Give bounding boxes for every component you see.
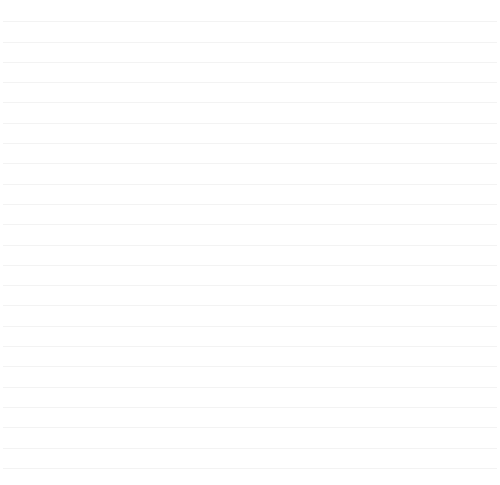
- text-line: [3, 43, 497, 63]
- text-line: [3, 388, 497, 408]
- text-line: [3, 185, 497, 205]
- text-line: [3, 469, 497, 485]
- text-line: [3, 306, 497, 326]
- text-line: [3, 367, 497, 387]
- text-line: [3, 144, 497, 164]
- text-line: [3, 408, 497, 428]
- article-text: [3, 2, 497, 485]
- text-line: [3, 286, 497, 306]
- text-line: [3, 246, 497, 266]
- text-line: [3, 449, 497, 469]
- text-line: [3, 164, 497, 184]
- text-line: [3, 124, 497, 144]
- text-line: [3, 225, 497, 245]
- text-line: [3, 103, 497, 123]
- text-line: [3, 205, 497, 225]
- text-line: [3, 428, 497, 448]
- text-line: [3, 63, 497, 83]
- text-line: [3, 2, 497, 22]
- text-line: [3, 83, 497, 103]
- text-line: [3, 327, 497, 347]
- text-line: [3, 347, 497, 367]
- text-line: [3, 266, 497, 286]
- text-line: [3, 22, 497, 42]
